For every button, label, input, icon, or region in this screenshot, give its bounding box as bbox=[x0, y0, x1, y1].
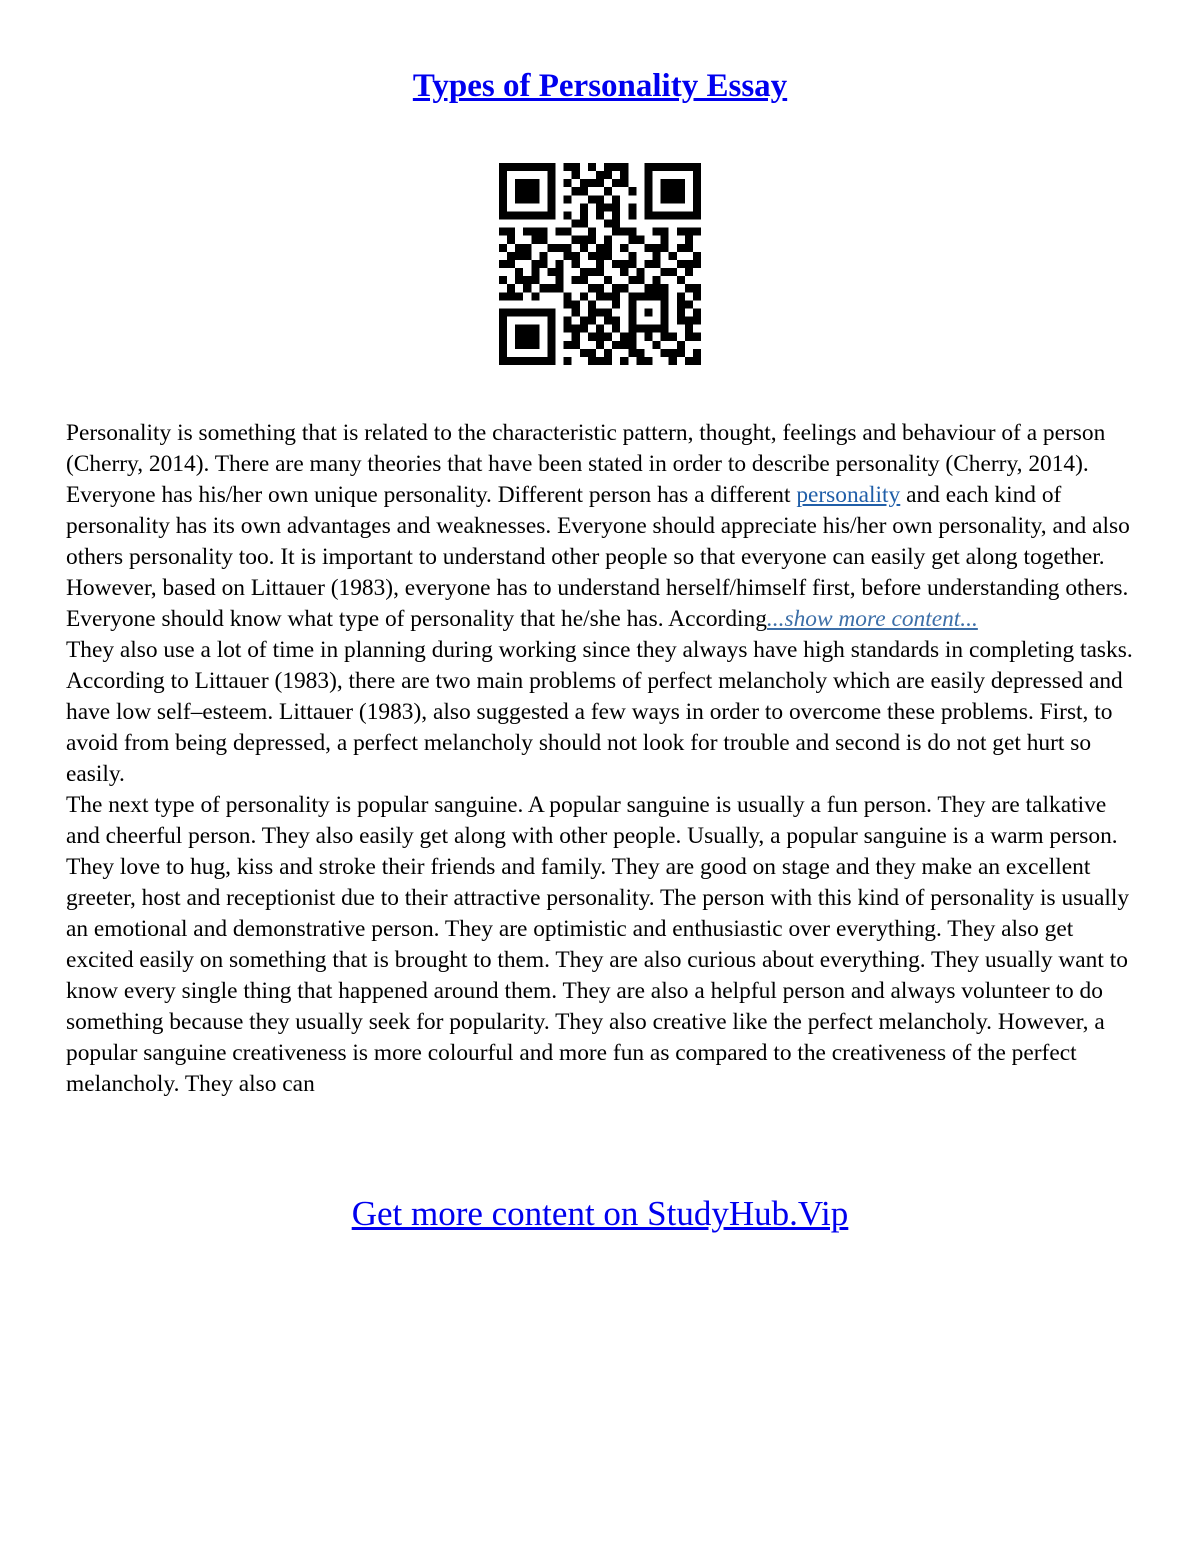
paragraph-1-text-end: and each kind of personality has its own advantages and weaknesses. Everyone should appreciate his/her own personality, and also others personality too. It is important to understand other people so that everyone can easily get along together. However, based on Littauer (1983), everyone has to understand herself/himself first, before understanding others. Everyone should know what type of personality that he/she has. According bbox=[66, 482, 1130, 632]
show-more-link[interactable]: ...show more content... bbox=[766, 606, 978, 632]
qr-code-icon bbox=[499, 163, 701, 365]
title-link[interactable]: Types of Personality Essay bbox=[412, 68, 788, 104]
footer bbox=[0, 1192, 1200, 1236]
page-title bbox=[0, 64, 1200, 108]
personality-link[interactable]: personality bbox=[796, 482, 901, 508]
paragraph-1-text-start: Personality is something that is related to the characteristic pattern, thought, feelings and behaviour of a person (Cherry, 2014). There are many theories that have been stated in order to describe personality (Cherry, 2014). Everyone has his/her own unique personality. Different person has a different bbox=[66, 420, 1106, 508]
essay-body bbox=[66, 418, 1138, 1100]
studyhub-link[interactable]: Get more content on StudyHub.Vip bbox=[351, 1194, 849, 1233]
essay-paragraph-1 bbox=[66, 418, 1138, 635]
essay-paragraph-2: They also use a lot of time in planning during working since they always have high standards in completing tasks. According to Littauer (1983), there are two main problems of perfect melancholy which are easily depressed and have low self–esteem. Littauer (1983), also suggested a few ways in order to overcome these problems. First, to avoid from being depressed, a perfect melancholy should not look for trouble and second is do not get hurt so easily. bbox=[66, 637, 1133, 787]
essay-paragraph-3: The next type of personality is popular sanguine. A popular sanguine is usually a fun person. They are talkative and cheerful person. They also easily get along with other people. Usually, a popular sanguine is a warm person. They love to hug, kiss and stroke their friends and family. They are good on stage and they make an excellent greeter, host and receptionist due to their attractive personality. The person with this kind of personality is usually an emotional and demonstrative person. They are optimistic and enthusiastic over everything. They also get excited easily on something that is brought to them. They are also curious about everything. They usually want to know every single thing that happened around them. They are also a helpful person and always volunteer to do something because they usually seek for popularity. They also creative like the perfect melancholy. However, a popular sanguine creativeness is more colourful and more fun as compared to the creativeness of the perfect melancholy. They also can bbox=[66, 792, 1130, 1097]
